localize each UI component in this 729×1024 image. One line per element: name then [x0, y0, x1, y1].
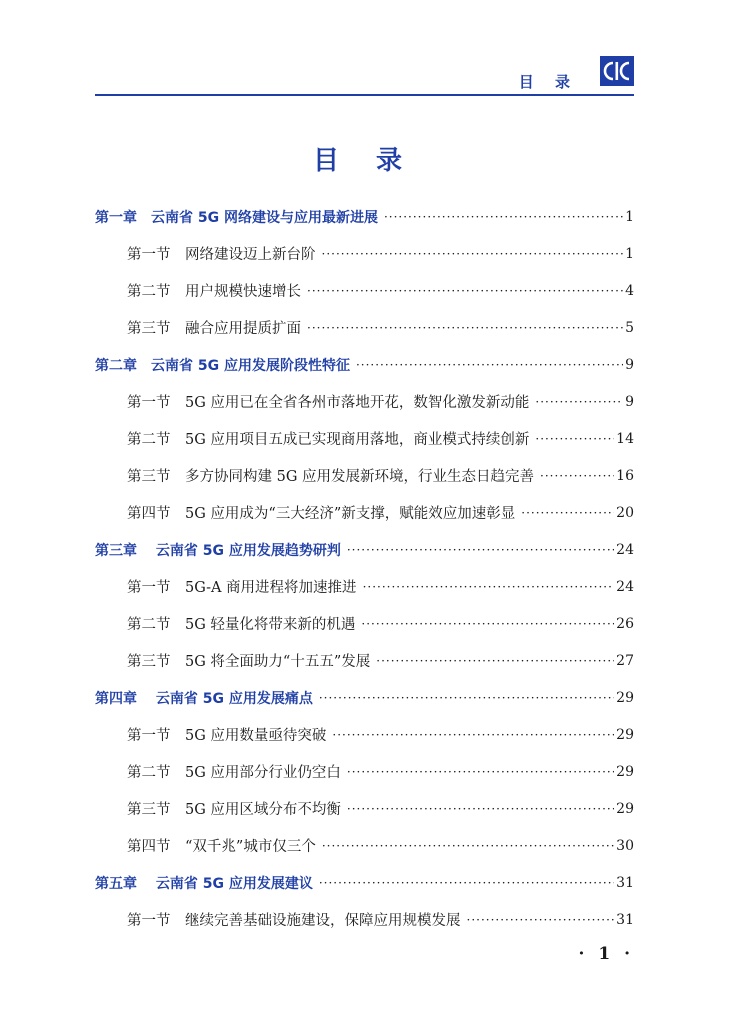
- dot-leader: [322, 839, 614, 853]
- toc-section-entry[interactable]: [95, 235, 634, 272]
- toc-entry-page-number: 27: [616, 652, 634, 669]
- toc-entry-label: 第四章 云南省 5G 应用发展痛点: [95, 690, 313, 707]
- dot-leader: [363, 580, 615, 594]
- dot-leader: [467, 913, 615, 927]
- toc-entry-page-number: 29: [616, 726, 634, 743]
- page-number: · 1 ·: [578, 944, 634, 964]
- toc-chapter-entry[interactable]: [95, 346, 634, 383]
- toc-entry-label: 第一章 云南省 5G 网络建设与应用最新进展: [95, 209, 378, 226]
- toc-section-entry[interactable]: [95, 716, 634, 753]
- toc-section-entry[interactable]: [95, 753, 634, 790]
- toc-section-entry[interactable]: [95, 457, 634, 494]
- page-title: 目 录: [312, 146, 417, 176]
- toc-chapter-entry[interactable]: [95, 531, 634, 568]
- toc-chapter-entry[interactable]: [95, 679, 634, 716]
- toc-entry-label: 第三节 多方协同构建 5G 应用发展新环境，行业生态日趋完善: [127, 469, 535, 485]
- toc-entry-page-number: 16: [616, 467, 634, 484]
- toc-entry-page-number: 9: [625, 356, 634, 373]
- toc-entry-page-number: 4: [625, 282, 634, 299]
- toc-entry-label: 第三节 5G 将全面助力“十五五”发展: [127, 654, 371, 670]
- running-header: [95, 52, 634, 96]
- dot-leader: [322, 247, 624, 261]
- toc-entry-label: 第一节 网络建设迈上新台阶: [127, 247, 316, 263]
- dot-leader: [361, 617, 614, 631]
- dot-leader: [347, 765, 614, 779]
- toc-entry-page-number: 1: [625, 245, 634, 262]
- toc-entry-page-number: 14: [616, 430, 634, 447]
- toc-entry-label: 第二节 5G 应用部分行业仍空白: [127, 765, 341, 781]
- toc-chapter-entry[interactable]: [95, 198, 634, 235]
- toc-entry-page-number: 29: [616, 763, 634, 780]
- dot-leader: [540, 469, 614, 483]
- toc-entry-label: 第四节 “双千兆”城市仅三个: [127, 839, 316, 855]
- toc-section-entry[interactable]: [95, 642, 634, 679]
- dot-leader: [332, 728, 614, 742]
- toc-entry-page-number: 5: [625, 319, 634, 336]
- toc-entry-page-number: 1: [625, 208, 634, 225]
- toc-entry-page-number: 9: [625, 393, 634, 410]
- toc-section-entry[interactable]: [95, 790, 634, 827]
- toc-entry-label: 第三节 5G 应用区域分布不均衡: [127, 802, 341, 818]
- toc-entry-label: 第四节 5G 应用成为“三大经济”新支撑，赋能效应加速彰显: [127, 506, 516, 522]
- toc-section-entry[interactable]: [95, 383, 634, 420]
- dot-leader: [319, 691, 614, 705]
- dot-leader: [535, 395, 623, 409]
- toc-entry-page-number: 31: [616, 874, 634, 891]
- toc-section-entry[interactable]: [95, 827, 634, 864]
- toc-entry-page-number: 20: [616, 504, 634, 521]
- toc-section-entry[interactable]: [95, 605, 634, 642]
- dot-leader: [307, 321, 623, 335]
- toc-section-entry[interactable]: [95, 420, 634, 457]
- toc-entry-page-number: 31: [616, 911, 634, 928]
- dot-leader: [535, 432, 614, 446]
- header-title: 目 录: [518, 73, 578, 91]
- dot-leader: [384, 210, 623, 224]
- toc-entry-label: 第三节 融合应用提质扩面: [127, 321, 301, 337]
- toc-entry-label: 第三章 云南省 5G 应用发展趋势研判: [95, 542, 341, 559]
- toc-entry-label: 第二节 5G 应用项目五成已实现商用落地，商业模式持续创新: [127, 432, 530, 448]
- toc-section-entry[interactable]: [95, 272, 634, 309]
- toc-entry-page-number: 30: [616, 837, 634, 854]
- table-of-contents: [95, 198, 634, 938]
- toc-section-entry[interactable]: [95, 901, 634, 938]
- dot-leader: [356, 358, 623, 372]
- toc-section-entry[interactable]: [95, 309, 634, 346]
- toc-entry-label: 第一节 5G 应用已在全省各州市落地开花，数智化激发新动能: [127, 395, 530, 411]
- cic-logo-icon: [600, 56, 634, 86]
- toc-entry-label: 第一节 继续完善基础设施建设，保障应用规模发展: [127, 913, 461, 929]
- toc-entry-label: 第二章 云南省 5G 应用发展阶段性特征: [95, 357, 350, 374]
- toc-entry-label: 第一节 5G-A 商用进程将加速推进: [127, 580, 357, 596]
- toc-entry-label: 第一节 5G 应用数量亟待突破: [127, 728, 327, 744]
- dot-leader: [376, 654, 614, 668]
- toc-entry-page-number: 29: [616, 689, 634, 706]
- toc-chapter-entry[interactable]: [95, 864, 634, 901]
- toc-entry-page-number: 24: [616, 578, 634, 595]
- toc-entry-page-number: 24: [616, 541, 634, 558]
- toc-entry-page-number: 29: [616, 800, 634, 817]
- toc-entry-label: 第五章 云南省 5G 应用发展建议: [95, 875, 313, 892]
- toc-section-entry[interactable]: [95, 568, 634, 605]
- dot-leader: [347, 802, 614, 816]
- toc-entry-page-number: 26: [616, 615, 634, 632]
- toc-entry-label: 第二节 5G 轻量化将带来新的机遇: [127, 617, 356, 633]
- toc-section-entry[interactable]: [95, 494, 634, 531]
- toc-entry-label: 第二节 用户规模快速增长: [127, 284, 301, 300]
- dot-leader: [347, 543, 614, 557]
- dot-leader: [319, 876, 614, 890]
- dot-leader: [307, 284, 623, 298]
- dot-leader: [521, 506, 614, 520]
